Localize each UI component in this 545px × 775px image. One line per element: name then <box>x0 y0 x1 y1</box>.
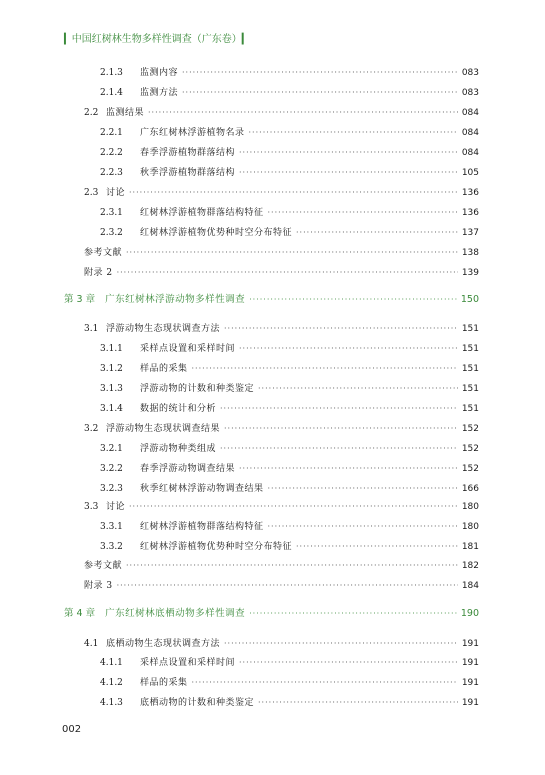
toc-entry[interactable] <box>84 500 479 514</box>
entry-page: 166 <box>461 484 479 494</box>
entry-title: 秋季浮游植物群落结构 <box>140 168 236 178</box>
toc-entry[interactable] <box>100 66 479 80</box>
dot-leader <box>239 166 458 180</box>
entry-page: 084 <box>461 148 479 158</box>
entry-page: 084 <box>461 128 479 138</box>
dot-leader <box>239 462 458 476</box>
dot-leader <box>220 402 458 416</box>
entry-page: 191 <box>461 639 479 649</box>
entry-title: 讨论 <box>106 502 126 512</box>
dot-leader <box>117 579 458 593</box>
entry-page: 137 <box>461 228 479 238</box>
entry-page: 151 <box>461 364 479 374</box>
entry-title: 采样点设置和采样时间 <box>140 344 236 354</box>
entry-title: 红树林浮游植物群落结构特征 <box>140 522 264 532</box>
entry-title: 附录 3 <box>84 581 113 591</box>
entry-title: 浮游动物生态现状调查结果 <box>106 424 221 434</box>
dot-leader <box>126 559 458 573</box>
entry-number: 3.1.2 <box>100 364 123 374</box>
toc-chapter[interactable] <box>64 293 479 307</box>
entry-number: 2.1.4 <box>100 88 123 98</box>
entry-page: 139 <box>461 268 479 278</box>
entry-page: 138 <box>461 248 479 258</box>
entry-number: 3.2.3 <box>100 484 123 494</box>
chapter-page: 190 <box>460 608 479 619</box>
entry-page: 152 <box>461 464 479 474</box>
toc-entry[interactable] <box>84 106 479 120</box>
entry-page: 181 <box>461 542 479 552</box>
dot-leader <box>129 186 458 200</box>
entry-title: 浮游动物的计数和种类鉴定 <box>140 384 255 394</box>
entry-page: 151 <box>461 404 479 414</box>
entry-page: 136 <box>461 188 479 198</box>
chapter-title: 广东红树林浮游动物多样性调查 <box>105 294 246 305</box>
entry-page: 083 <box>461 68 479 78</box>
entry-title: 参考文献 <box>84 561 123 571</box>
entry-page: 136 <box>461 208 479 218</box>
entry-title: 浮游动物种类组成 <box>140 444 217 454</box>
dot-leader <box>296 540 458 554</box>
toc-entry[interactable] <box>100 540 479 554</box>
entry-title: 浮游动物生态现状调查方法 <box>106 324 221 334</box>
entry-number: 3.2.1 <box>100 444 123 454</box>
toc-entry[interactable] <box>100 402 479 416</box>
entry-number: 2.3 <box>84 188 99 198</box>
toc-entry[interactable] <box>100 462 479 476</box>
entry-number: 4.1 <box>84 639 99 649</box>
dot-leader <box>182 86 458 100</box>
entry-title: 底栖动物生态现状调查方法 <box>106 639 221 649</box>
entry-title: 广东红树林浮游植物名录 <box>140 128 245 138</box>
toc-entry[interactable] <box>100 676 479 690</box>
chapter-number: 第 3 章 <box>64 294 96 305</box>
entry-title: 红树林浮游植物群落结构特征 <box>140 208 264 218</box>
toc-entry[interactable] <box>100 482 479 496</box>
entry-page: 191 <box>461 698 479 708</box>
toc-entry[interactable] <box>84 422 479 436</box>
entry-page: 191 <box>461 678 479 688</box>
page-number: 002 <box>62 724 82 735</box>
entry-title: 附录 2 <box>84 268 113 278</box>
entry-title: 红树林浮游植物优势种时空分布特征 <box>140 542 293 552</box>
toc-chapter[interactable] <box>64 607 479 621</box>
entry-number: 3.1 <box>84 324 99 334</box>
chapter-number: 第 4 章 <box>64 608 96 619</box>
running-head: ▎中国红树林生物多样性调查（广东卷）▎ <box>64 34 250 45</box>
dot-leader <box>239 146 458 160</box>
dot-leader <box>224 422 458 436</box>
toc-entry[interactable] <box>100 520 479 534</box>
chapter-page: 150 <box>460 294 479 305</box>
toc-entry[interactable] <box>100 362 479 376</box>
entry-page: 184 <box>461 581 479 591</box>
entry-title: 春季浮游植物群落结构 <box>140 148 236 158</box>
toc-entry[interactable] <box>100 442 479 456</box>
dot-leader <box>268 482 458 496</box>
toc-entry[interactable] <box>100 696 479 710</box>
entry-page: 182 <box>461 561 479 571</box>
toc-entry[interactable] <box>100 342 479 356</box>
entry-title: 样品的采集 <box>140 364 188 374</box>
entry-number: 3.3.2 <box>100 542 123 552</box>
toc-entry-appendix[interactable] <box>84 579 479 593</box>
toc-entry-references[interactable] <box>84 246 479 260</box>
dot-leader <box>117 266 458 280</box>
toc-entry[interactable] <box>100 166 479 180</box>
entry-title: 监测方法 <box>140 88 179 98</box>
dot-leader <box>192 362 458 376</box>
entry-number: 3.3 <box>84 502 99 512</box>
toc-entry-appendix[interactable] <box>84 266 479 280</box>
toc-entry[interactable] <box>100 226 479 240</box>
entry-title: 春季浮游动物调查结果 <box>140 464 236 474</box>
entry-number: 3.1.4 <box>100 404 123 414</box>
dot-leader <box>224 322 458 336</box>
toc-entry[interactable] <box>100 146 479 160</box>
entry-number: 3.1.1 <box>100 344 123 354</box>
dot-leader <box>182 66 458 80</box>
dot-leader <box>249 126 458 140</box>
entry-page: 084 <box>461 108 479 118</box>
entry-page: 152 <box>461 444 479 454</box>
entry-page: 191 <box>461 658 479 668</box>
entry-page: 151 <box>461 324 479 334</box>
dot-leader <box>258 382 458 396</box>
dot-leader <box>192 676 458 690</box>
toc-entry[interactable] <box>100 86 479 100</box>
entry-number: 3.2.2 <box>100 464 123 474</box>
entry-title: 样品的采集 <box>140 678 188 688</box>
entry-number: 2.3.1 <box>100 208 123 218</box>
entry-page: 151 <box>461 344 479 354</box>
dot-leader <box>296 226 458 240</box>
entry-number: 2.2 <box>84 108 99 118</box>
dot-leader <box>220 442 458 456</box>
entry-number: 3.2 <box>84 424 99 434</box>
dot-leader <box>239 656 458 670</box>
entry-title: 数据的统计和分析 <box>140 404 217 414</box>
toc-entry[interactable] <box>100 126 479 140</box>
entry-title: 讨论 <box>106 188 126 198</box>
entry-title: 底栖动物的计数和种类鉴定 <box>140 698 255 708</box>
entry-number: 4.1.1 <box>100 658 123 668</box>
dot-leader <box>249 607 457 621</box>
dot-leader <box>148 106 458 120</box>
entry-title: 参考文献 <box>84 248 123 258</box>
dot-leader <box>224 637 458 651</box>
entry-page: 180 <box>461 522 479 532</box>
toc-entry[interactable] <box>84 637 479 651</box>
entry-number: 4.1.3 <box>100 698 123 708</box>
entry-number: 2.3.2 <box>100 228 123 238</box>
entry-page: 151 <box>461 384 479 394</box>
dot-leader <box>239 342 458 356</box>
toc-entry[interactable] <box>100 656 479 670</box>
dot-leader <box>268 206 458 220</box>
entry-page: 180 <box>461 502 479 512</box>
toc-entry[interactable] <box>84 322 479 336</box>
entry-title: 秋季红树林浮游动物调查结果 <box>140 484 264 494</box>
entry-number: 2.1.3 <box>100 68 123 78</box>
entry-number: 4.1.2 <box>100 678 123 688</box>
entry-title: 红树林浮游植物优势种时空分布特征 <box>140 228 293 238</box>
entry-title: 采样点设置和采样时间 <box>140 658 236 668</box>
entry-page: 152 <box>461 424 479 434</box>
chapter-title: 广东红树林底栖动物多样性调查 <box>105 608 246 619</box>
dot-leader <box>268 520 458 534</box>
entry-number: 2.2.3 <box>100 168 123 178</box>
dot-leader <box>126 246 458 260</box>
entry-title: 监测内容 <box>140 68 179 78</box>
entry-number: 2.2.2 <box>100 148 123 158</box>
entry-page: 083 <box>461 88 479 98</box>
toc-entry-references[interactable] <box>84 559 479 573</box>
dot-leader <box>249 293 457 307</box>
toc-entry[interactable] <box>100 206 479 220</box>
entry-number: 3.1.3 <box>100 384 123 394</box>
entry-number: 3.3.1 <box>100 522 123 532</box>
entry-title: 监测结果 <box>106 108 145 118</box>
dot-leader <box>129 500 458 514</box>
toc-entry[interactable] <box>84 186 479 200</box>
toc-entry[interactable] <box>100 382 479 396</box>
entry-page: 105 <box>461 168 479 178</box>
dot-leader <box>258 696 458 710</box>
entry-number: 2.2.1 <box>100 128 123 138</box>
